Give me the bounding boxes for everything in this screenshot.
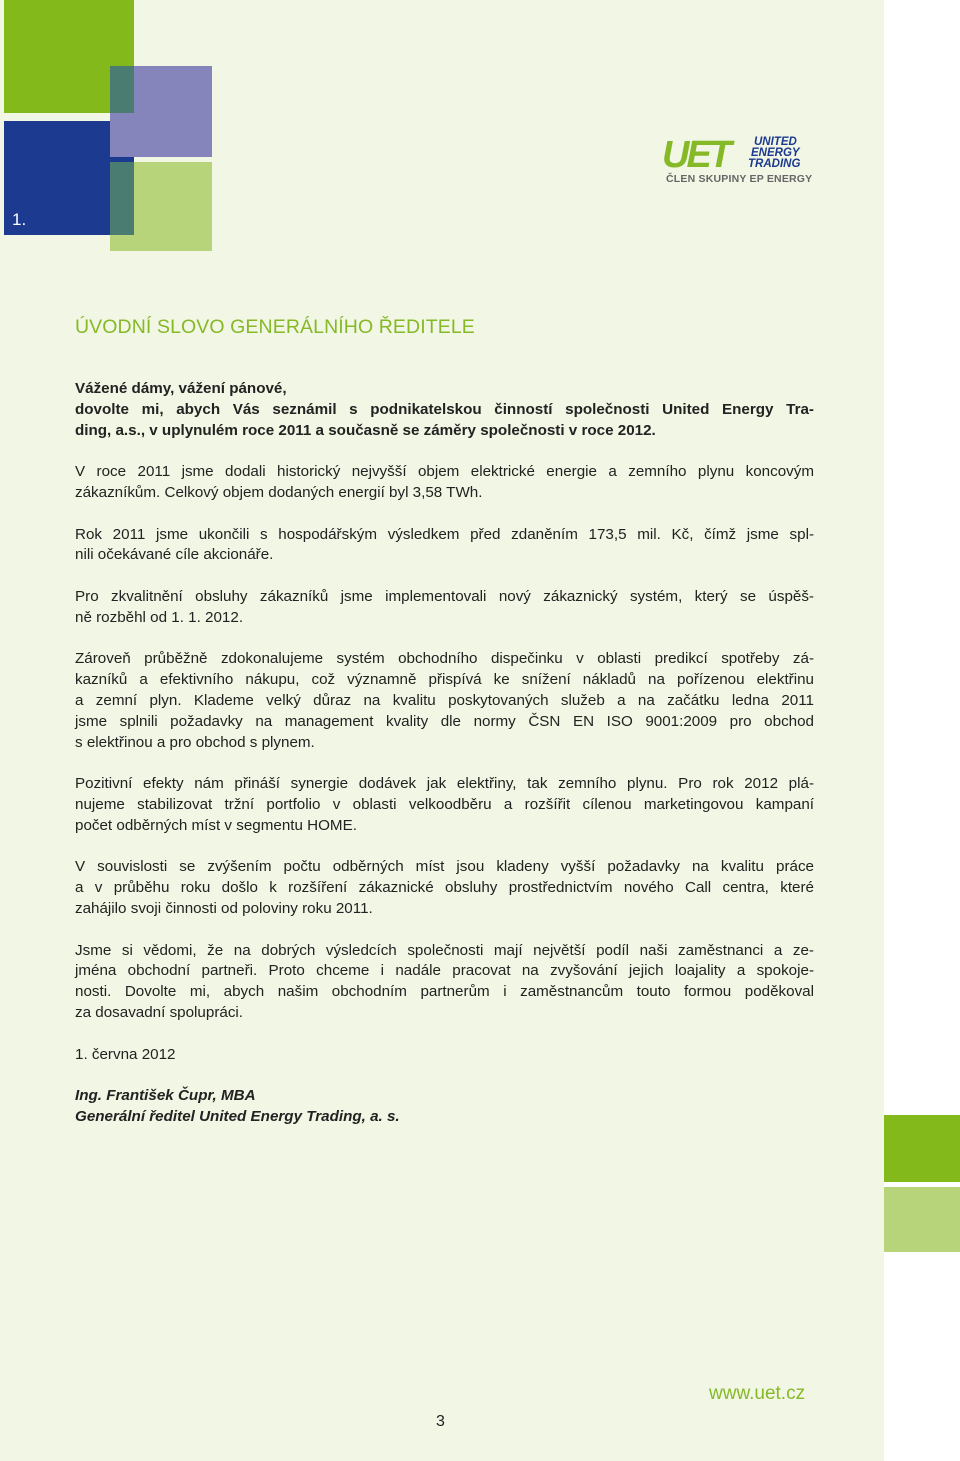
- svg-text:UNITED: UNITED: [754, 136, 797, 148]
- text-line: počet odběrných míst v segmentu HOME.: [75, 816, 357, 834]
- paragraph: [75, 649, 814, 753]
- svg-text:ENERGY: ENERGY: [751, 147, 800, 159]
- text-line: Jsme si vědomi, že na dobrých výsledcích společnosti mají největší podíl naši zaměstnanci a ze-: [75, 941, 814, 959]
- paragraph: [75, 857, 814, 919]
- text-line: nosti. Dovolte mi, abych našim obchodním partnerům i zaměstnancům touto formou poděkoval: [75, 983, 814, 1001]
- paragraph-greeting: [75, 379, 814, 441]
- text-line: Rok 2011 jsme ukončili s hospodářským výsledkem před zdaněním 173,5 mil. Kč, čímž jsme spl-: [75, 525, 814, 543]
- paragraph: [75, 774, 814, 836]
- logo-subtitle: ČLEN SKUPINY EP ENERGY: [666, 173, 813, 185]
- letter-date: 1. června 2012: [75, 1045, 176, 1063]
- page-number: 3: [436, 1413, 445, 1430]
- paragraph: [75, 525, 814, 567]
- text-line: Pozitivní efekty nám přináší synergie dodávek jak elektřiny, tak zemního plynu. Pro rok 2012 plá-: [75, 775, 814, 793]
- text-line: Zároveň průběžně zdokonalujeme systém obchodního dispečinku v oblasti predikcí spotřeby zá-: [75, 650, 814, 668]
- text-line: s elektřinou a pro obchod s plynem.: [75, 733, 315, 751]
- svg-text:UET: UET: [662, 134, 729, 176]
- text-line: jména obchodní partneři. Proto chceme i nadále pracovat na zvyšování jejich loajality a spokoje-: [75, 962, 814, 980]
- decor-square-right-light-green: [884, 1187, 960, 1252]
- website-link[interactable]: www.uet.cz: [709, 1383, 806, 1404]
- text-line: jsme splnili požadavky na management kvality dle normy ČSN EN ISO 9001:2009 pro obchod: [75, 712, 814, 730]
- text-line: zákazníkům. Celkový objem dodaných energií byl 3,58 TWh.: [75, 483, 483, 501]
- text-line: V roce 2011 jsme dodali historický nejvyšší objem elektrické energie a zemního plynu koncovým: [75, 463, 814, 481]
- text-line: dovolte mi, abych Vás seznámil s podnikatelskou činností společnosti United Energy Tra-: [75, 400, 814, 418]
- decor-square-overlap-lower: [110, 162, 134, 235]
- text-line: Vážené dámy, vážení pánové,: [75, 380, 287, 397]
- svg-text:TRADING: TRADING: [748, 158, 801, 170]
- paragraph: [75, 941, 814, 1024]
- text-line: ding, a.s., v uplynulém roce 2011 a současně se záměry společnosti v roce 2012.: [75, 421, 656, 439]
- text-line: zahájilo svoji činnosti od poloviny roku 2011.: [75, 899, 373, 917]
- page-title: ÚVODNÍ SLOVO GENERÁLNÍHO ŘEDITELE: [75, 316, 475, 338]
- text-line: ně rozběhl od 1. 1. 2012.: [75, 608, 244, 626]
- text-line: a zemní plyn. Klademe velký důraz na kvalitu poskytovaných služeb a na začátku ledna 2011: [75, 691, 814, 709]
- decor-square-overlap: [110, 66, 134, 113]
- signature-name: Ing. František Čupr, MBA: [75, 1087, 256, 1105]
- paragraph: [75, 462, 814, 504]
- text-line: nili očekávané cíle akcionáře.: [75, 546, 274, 564]
- decor-square-right-green: [884, 1115, 960, 1182]
- chapter-number: 1.: [12, 210, 27, 229]
- text-line: a v průběhu roku došlo k rozšíření zákaznické obsluhy prostřednictvím nového Call centra, které: [75, 879, 814, 897]
- signature-title: Generální ředitel United Energy Trading, a. s.: [75, 1107, 400, 1125]
- text-line: V souvislosti se zvýšením počtu odběrných míst jsou kladeny vyšší požadavky na kvalitu práce: [75, 858, 814, 876]
- text-line: kazníků a efektivního nákupu, což významně přispívá ke snížení nákladů na pořízenou elektřinu: [75, 671, 814, 689]
- paragraph: [75, 587, 814, 629]
- letter-body: [75, 379, 814, 1128]
- text-line: za dosavadní spolupráci.: [75, 1003, 244, 1021]
- text-line: nujeme stabilizovat tržní portfolio v oblasti velkoodběru a rozšířit cílenou marketingovou kampaní: [75, 795, 814, 813]
- text-line: Pro zkvalitnění obsluhy zákazníků jsme implementovali nový zákaznický systém, který se úspěš-: [75, 587, 814, 605]
